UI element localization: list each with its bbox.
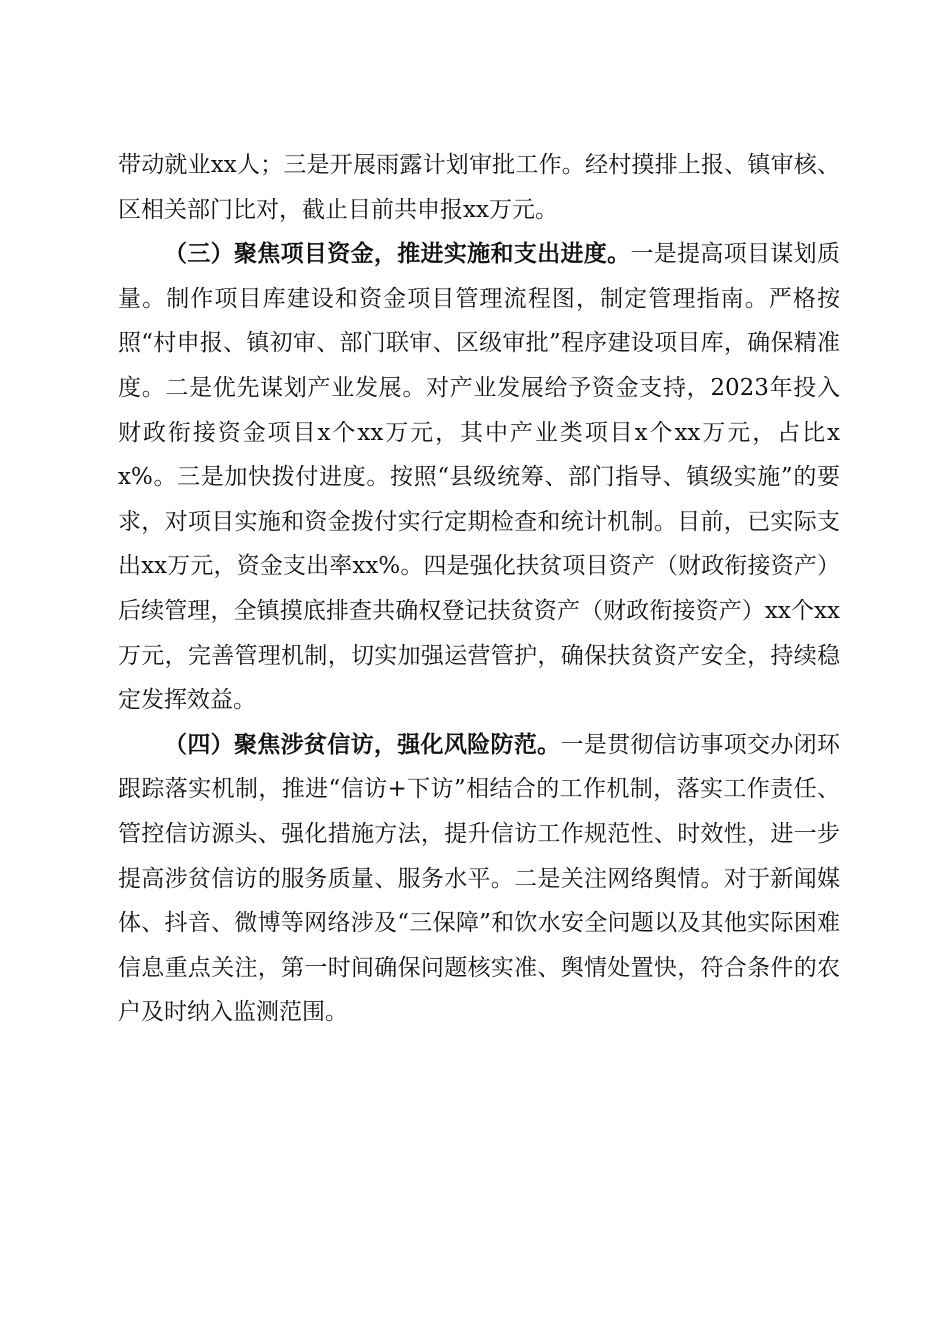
paragraph-body: 带动就业xx人；三是开展雨露计划审批工作。经村摸排上报、镇审核、区相关部门比对，截止目前共申报xx万元。 xyxy=(118,152,840,223)
section-heading: （四）聚焦涉贫信访，强化风险防范。 xyxy=(164,731,561,758)
paragraph-body: 一是提高项目谋划质量。制作项目库建设和资金项目管理流程图，制定管理指南。严格按照“村申报、镇初审、部门联审、区级审批”程序建设项目库，确保精准度。二是优先谋划产业发展。对产业发展给予资金支持，2023年投入财政衔接资金项目x个xx万元，其中产业类项目x个xx万元，占比xx%。三是加快拨付进度。按照“县级统筹、部门指导、镇级实施”的要求，对项目实施和资金拨付实行定期检查和统计机制。目前，已实际支出xx万元，资金支出率xx%。四是强化扶贫项目资产（财政衔接资产）后续管理，全镇摸底排查共确权登记扶贫资产（财政衔接资产）xx个xx万元，完善管理机制，切实加强运营管护，确保扶贫资产安全，持续稳定发挥效益。 xyxy=(118,241,841,714)
section-heading: （三）聚焦项目资金，推进实施和支出进度。 xyxy=(164,241,631,268)
paragraph-continuation xyxy=(118,143,840,232)
document-page xyxy=(118,143,840,1035)
paragraph-body: 一是贯彻信访事项交办闭环跟踪落实机制，推进“信访+下访”相结合的工作机制，落实工作责任、管控信访源头、强化措施方法，提升信访工作规范性、时效性，进一步提高涉贫信访的服务质量、服务水平。二是关注网络舆情。对于新闻媒体、抖音、微博等网络涉及“三保障”和饮水安全问题以及其他实际困难信息重点关注，第一时间确保问题核实准、舆情处置快，符合条件的农户及时纳入监测范围。 xyxy=(118,731,841,1026)
paragraph-section-4 xyxy=(118,723,840,1035)
paragraph-section-3 xyxy=(118,232,840,723)
